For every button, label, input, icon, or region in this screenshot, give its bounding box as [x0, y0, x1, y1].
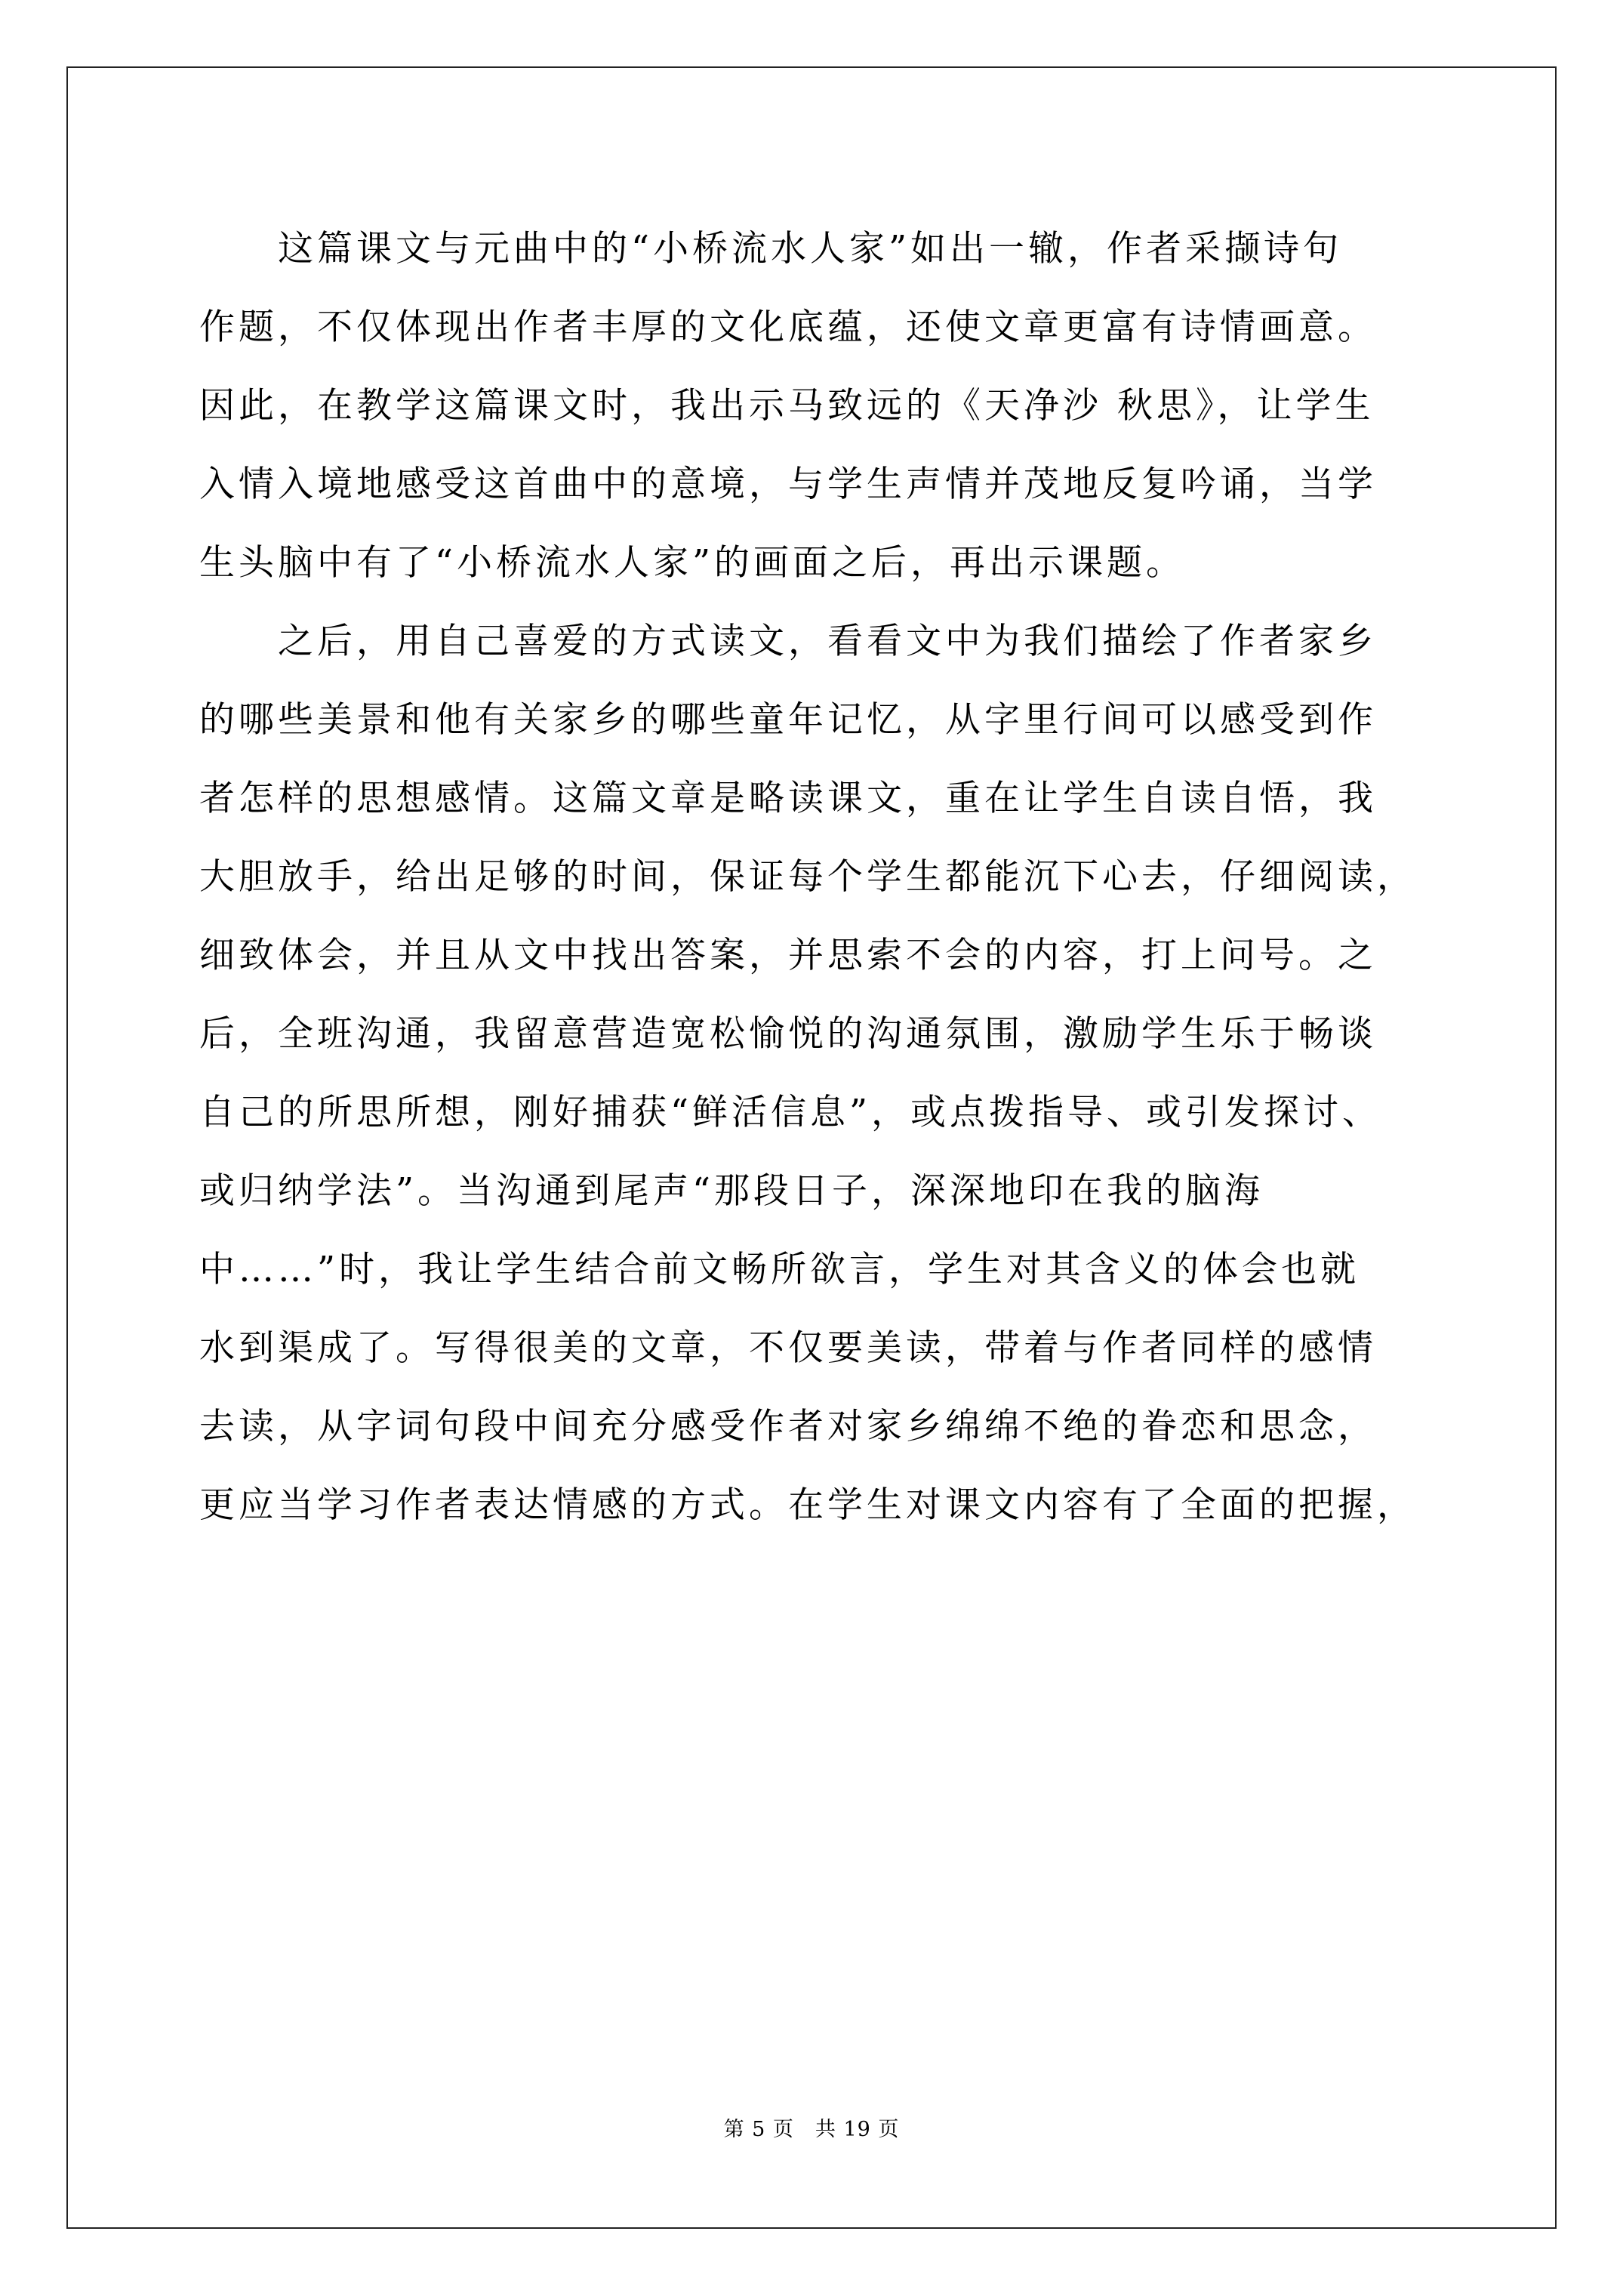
text-line: 者怎样的思想感情。这篇文章是略读课文，重在让学生自读自悟，我 — [199, 778, 1377, 819]
text-line: 后，全班沟通，我留意营造宽松愉悦的沟通氛围，激励学生乐于畅谈 — [199, 1013, 1377, 1055]
document-body — [199, 220, 1422, 1555]
text-line: 去读，从字词句段中间充分感受作者对家乡绵绵不绝的眷恋和思念， — [199, 1406, 1377, 1447]
text-line: 大胆放手，给出足够的时间，保证每个学生都能沉下心去，仔细阅读， — [199, 856, 1416, 898]
text-line: 的哪些美景和他有关家乡的哪些童年记忆，从字里行间可以感受到作 — [199, 699, 1377, 741]
text-line: 细致体会，并且从文中找出答案，并思索不会的内容，打上问号。之 — [199, 935, 1377, 976]
text-line: 更应当学习作者表达情感的方式。在学生对课文内容有了全面的把握， — [199, 1484, 1416, 1526]
text-line: 入情入境地感受这首曲中的意境，与学生声情并茂地反复吟诵，当学 — [199, 464, 1377, 505]
page-number: 第 5 页 共 19 页 — [723, 2118, 900, 2141]
text-line: 这篇课文与元曲中的“小桥流水人家”如出一辙，作者采撷诗句 — [199, 228, 1343, 270]
text-line: 中……”时，我让学生结合前文畅所欲言，学生对其含义的体会也就 — [199, 1249, 1360, 1290]
text-line: 之后，用自己喜爱的方式读文，看看文中为我们描绘了作者家乡 — [199, 621, 1377, 662]
text-line: 作题，不仅体现出作者丰厚的文化底蕴，还使文章更富有诗情画意。 — [199, 307, 1377, 348]
text-line: 水到渠成了。写得很美的文章，不仅要美读，带着与作者同样的感情 — [199, 1327, 1377, 1369]
text-line: 或归纳学法”。当沟通到尾声“那段日子，深深地印在我的脑海 — [199, 1170, 1264, 1212]
text-line: 生头脑中有了“小桥流水人家”的画面之后，再出示课题。 — [199, 542, 1186, 584]
text-line: 自己的所思所想，刚好捕获“鲜活信息”，或点拨指导、或引发探讨、 — [199, 1092, 1382, 1133]
text-line: 因此，在教学这篇课文时，我出示马致远的《天净沙 秋思》，让学生 — [199, 385, 1375, 427]
